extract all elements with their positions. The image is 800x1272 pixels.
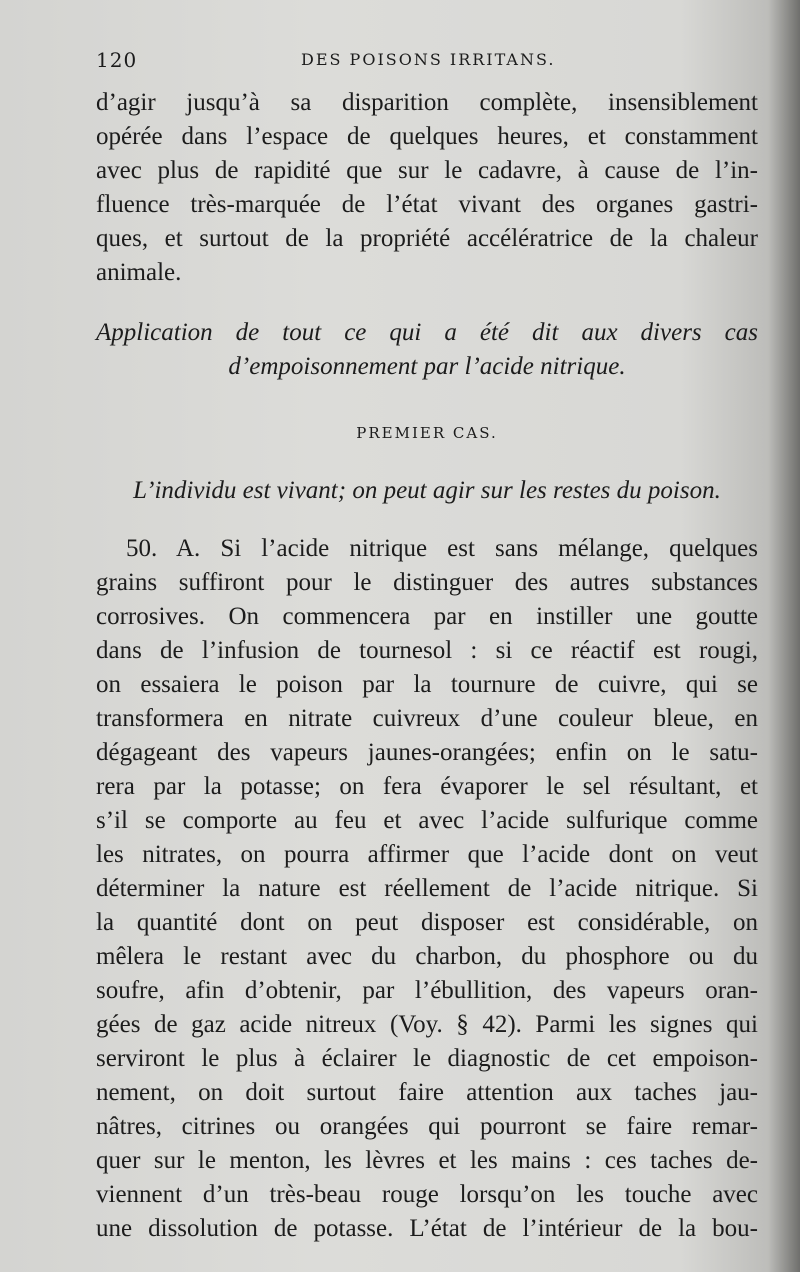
text-line: mêlera le restant avec du charbon, du phosphore ou du — [96, 943, 758, 970]
text-line: 50. A. Si l’acide nitrique est sans mélange, quelques — [126, 535, 758, 562]
text-line: dans de l’infusion de tournesol : si ce réactif est rougi, — [96, 637, 758, 664]
text-line: la quantité dont on peut disposer est considérable, on — [96, 909, 758, 936]
text-line: PREMIER CAS. — [356, 424, 498, 442]
running-header — [96, 48, 756, 76]
text-line: grains suffiront pour le distinguer des autres substances — [96, 569, 758, 596]
text-line: s’il se comporte au feu et avec l’acide sulfurique comme — [96, 807, 758, 834]
text-line: ques, et surtout de la propriété accélératrice de la chaleur — [96, 225, 758, 252]
text-line: les nitrates, on pourra affirmer que l’acide dont on veut — [96, 841, 758, 868]
text-line: d’agir jusqu’à sa disparition complète, insensiblement — [96, 89, 758, 116]
text-line: d’empoisonnement par l’acide nitrique. — [228, 353, 626, 380]
text-line: nement, on doit surtout faire attention aux taches jau- — [96, 1079, 758, 1106]
text-line: L’individu est vivant; on peut agir sur les restes du poison. — [133, 477, 721, 504]
text-line: transformera en nitrate cuivreux d’une couleur bleue, en — [96, 705, 758, 732]
text-line: serviront le plus à éclairer le diagnostic de cet empoison- — [96, 1045, 758, 1072]
running-title: DES POISONS IRRITANS. — [301, 50, 556, 69]
text-line: une dissolution de potasse. L’état de l’intérieur de la bou- — [96, 1215, 758, 1242]
text-line: corrosives. On commencera par en instiller une goutte — [96, 603, 758, 630]
text-line: déterminer la nature est réellement de l’acide nitrique. Si — [96, 875, 758, 902]
text-line: avec plus de rapidité que sur le cadavre, à cause de l’in- — [96, 157, 758, 184]
text-line: gées de gaz acide nitreux (Voy. § 42). Parmi les signes qui — [96, 1011, 758, 1038]
text-line: viennent d’un très-beau rouge lorsqu’on les touche avec — [96, 1181, 758, 1208]
text-line: quer sur le menton, les lèvres et les mains : ces taches de- — [96, 1147, 758, 1174]
text-line: dégageant des vapeurs jaunes-orangées; enfin on le satu- — [96, 739, 758, 766]
text-line: nâtres, citrines ou orangées qui pourront se faire remar- — [96, 1113, 758, 1140]
text-line: fluence très-marquée de l’état vivant des organes gastri- — [96, 191, 758, 218]
text-line: opérée dans l’espace de quelques heures, et constamment — [96, 123, 758, 150]
text-line: rera par la potasse; on fera évaporer le sel résultant, et — [96, 773, 758, 800]
text-line: animale. — [96, 259, 182, 286]
text-line: soufre, afin d’obtenir, par l’ébullition, des vapeurs oran- — [96, 977, 758, 1004]
page-number: 120 — [96, 48, 138, 72]
text-line: Application de tout ce qui a été dit aux divers cas — [96, 319, 758, 346]
text-line: on essaiera le poison par la tournure de cuivre, qui se — [96, 671, 758, 698]
